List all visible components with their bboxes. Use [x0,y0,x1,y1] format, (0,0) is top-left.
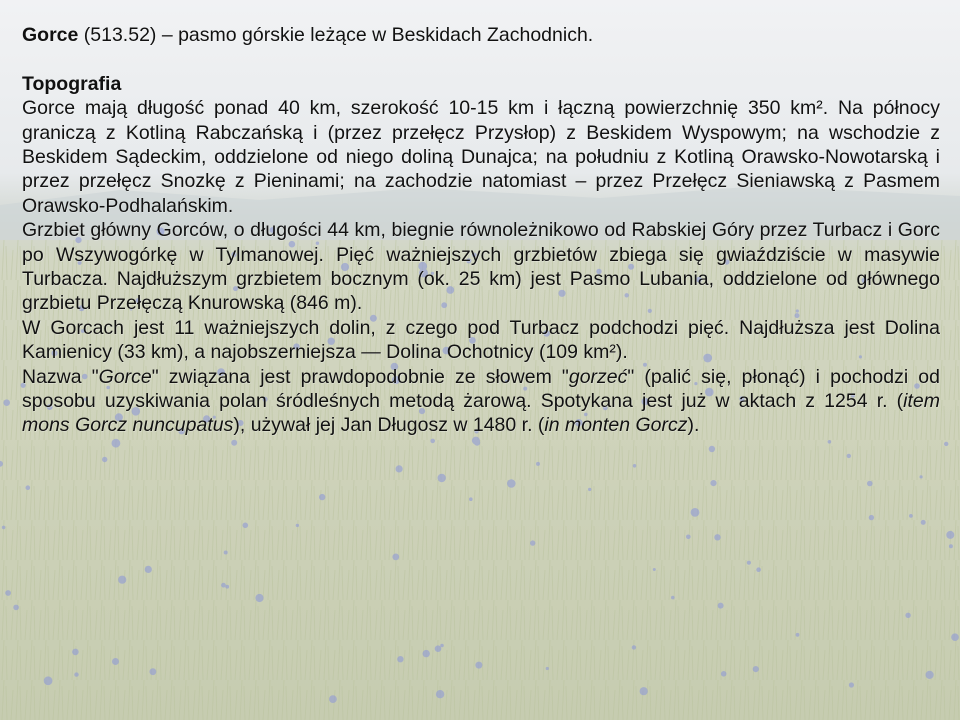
flower-dot [145,566,152,573]
flower-dot [440,644,444,648]
flower-dot [255,594,263,602]
flower-dot [5,590,11,596]
flower-dot [536,462,540,466]
slide-text-block [22,23,940,438]
flower-dot [828,440,832,444]
heading-name: Gorce [22,24,79,46]
flower-dot [721,671,727,677]
flower-dot [430,439,435,444]
flower-dot [44,676,53,685]
flower-dot [718,603,724,609]
flower-dot [920,475,923,478]
flower-dot [507,479,516,488]
flower-dot [423,650,430,657]
flower-dot [867,481,873,487]
flower-dot [392,554,399,561]
flower-dot [691,508,700,517]
paragraph-name-origin: Nazwa "Gorce" związana jest prawdopodobnie ze słowem "gorzeć" (palić się, płonąć) i pochodzi od sposobu uzyskiwania polan śródleśnych metodą żarową. Spotykana jest już w aktach z 1254 r. (item mons Gorcz nuncupatus), używał jej Jan Długosz w 1480 r. (in monten Gorcz). [22,365,940,437]
flower-dot [653,568,656,571]
flower-dot [632,645,636,649]
flower-dot [13,605,19,611]
flower-dot [2,526,6,530]
flower-dot [869,515,874,520]
flower-dot [329,695,337,703]
flower-dot [221,583,226,588]
flower-dot [909,514,913,518]
flower-dot [150,668,157,675]
flower-dot [396,465,403,472]
flower-dot [946,531,954,539]
flower-dot [640,687,648,695]
flower-dot [905,613,910,618]
flower-dot [72,649,79,656]
flower-dot [714,534,720,540]
flower-dot [949,544,953,548]
flower-dot [796,633,800,637]
flower-dot [438,474,446,482]
flower-dot [112,439,121,448]
flower-dot [474,440,480,446]
flower-dot [921,520,926,525]
flower-dot [296,524,299,527]
flower-dot [231,440,237,446]
flower-dot [756,567,761,572]
flower-dot [74,672,78,676]
flower-dot [849,682,854,687]
flower-dot [671,596,675,600]
heading-line [22,23,940,47]
paragraph-valleys: W Gorcach jest 11 ważniejszych dolin, z czego pod Turbacz podchodzi pięć. Najdłuższa jest Dolina Kamienicy (33 km), a najobszerniejsza — Dolina Ochotnicy (109 km²). [22,316,940,364]
flower-dot [686,535,691,540]
section-title: Topografia [22,72,122,95]
flower-dot [102,457,107,462]
flower-dot [3,399,10,406]
flower-dot [475,662,482,669]
flower-dot [319,494,325,500]
flower-dot [243,523,249,529]
flower-dot [26,485,31,490]
flower-dot [469,497,473,501]
flower-dot [847,454,851,458]
flower-dot [112,658,119,665]
paragraph-ridge: Grzbiet główny Gorców, o długości 44 km, biegnie równoleżnikowo od Rabskiej Góry przez Turbacz i Gorc po Wszywogórkę w Tylmanowej. Pięć ważniejszych grzbietów zbiega się gwiaździście w masywie Turbacza. Najdłuższym grzbietem bocznym (ok. 25 km) jest Pasmo Lubania, oddzielone od głównego grzbietu Przełęczą Knurowską (846 m). [22,219,940,315]
flower-dot [118,576,126,584]
flower-dot [747,561,751,565]
flower-dot [926,671,934,679]
paragraph-area: Gorce mają długość ponad 40 km, szerokość 10-15 km i łączną powierzchnię 350 km². Na północy graniczą z Kotliną Rabczańską i (przez przełęcz Przysłop) z Beskidem Wyspowym; na wschodzie z Beskidem Sądeckim, oddzielone od niego doliną Dunajca; na południu z Kotliną Orawsko-Nowotarską i przez przełęcz Snozkę z Pieninami; na zachodzie natomiast – przez Przełęcz Sieniawską z Pasmem Orawsko-Podhalańskim. [22,97,940,217]
flower-dot [224,551,228,555]
flower-dot [530,540,535,545]
heading-rest: (513.52) – pasmo górskie leżące w Beskidach Zachodnich. [78,24,594,46]
flower-dot [435,645,442,652]
flower-dot [710,480,716,486]
flower-dot [588,488,591,491]
flower-dot [753,666,759,672]
flower-dot [436,690,444,698]
flower-dot [951,633,959,641]
flower-dot [397,656,403,662]
flower-dot [633,464,637,468]
flower-dot [709,446,715,452]
flower-dot [546,667,549,670]
flower-dot [944,442,948,446]
